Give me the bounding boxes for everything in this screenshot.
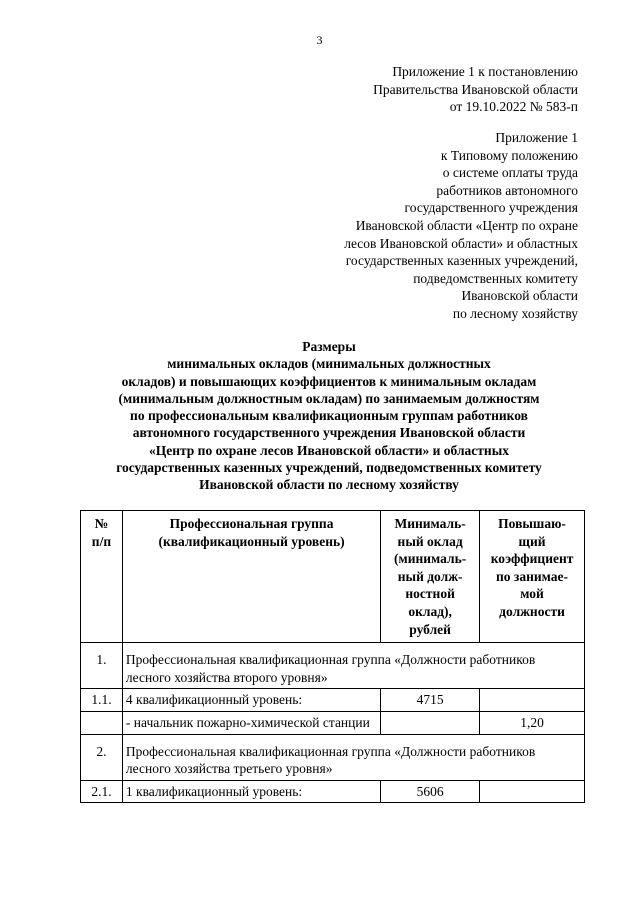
row-num: 2.1. xyxy=(81,780,123,803)
header-coefficient-line: мой xyxy=(520,586,544,602)
title-line: Размеры xyxy=(302,339,356,354)
min-salary-value xyxy=(381,711,480,734)
header-min-salary-line: Минималь- xyxy=(394,516,466,531)
row-num xyxy=(81,711,123,734)
table-row xyxy=(81,734,585,780)
row-num: 1. xyxy=(81,643,123,689)
min-salary-value: 4715 xyxy=(381,689,480,712)
header-min-salary-line: ный оклад xyxy=(397,533,463,549)
title-line: государственных казенных учреждений, подведомственных комитету xyxy=(116,460,542,476)
document-title xyxy=(60,338,598,494)
title-line: окладов) и повышающих коэффициентов к минимальным окладам xyxy=(121,373,537,389)
appendix-reference-line: Приложение 1 xyxy=(495,130,578,145)
title-line: Ивановской области по лесному хозяйству xyxy=(199,477,459,493)
row-num: 2. xyxy=(81,734,123,780)
appendix-reference-line: работников автономного xyxy=(436,182,578,198)
appendix-reference-line: Ивановской области «Центр по охране xyxy=(355,217,578,233)
coefficient-value xyxy=(480,780,585,803)
min-salary-value: 5606 xyxy=(381,780,480,803)
appendix-reference-line: государственного учреждения xyxy=(404,200,578,216)
header-group-line: (квалификационный уровень) xyxy=(158,533,345,549)
salary-table xyxy=(80,510,585,803)
appendix-reference-line: Ивановской области xyxy=(461,288,578,304)
table-row xyxy=(81,689,585,712)
header-coefficient xyxy=(480,511,585,643)
position-name: - начальник пожарно-химической станции xyxy=(122,711,380,734)
group-name: Профессиональная квалификационная группа «Должности работников лесного хозяйства второго уровня» xyxy=(122,643,584,689)
appendix-header-line: от 19.10.2022 № 583-п xyxy=(449,99,578,115)
appendix-header-line: Правительства Ивановской области xyxy=(373,81,578,97)
row-num: 1.1. xyxy=(81,689,123,712)
header-coefficient-line: щий xyxy=(518,533,546,549)
coefficient-value: 1,20 xyxy=(480,711,585,734)
appendix-reference-line: к Типовому положению xyxy=(440,147,578,163)
appendix-reference-line: подведомственных комитету xyxy=(413,270,578,286)
level-name: 1 квалификационный уровень: xyxy=(122,780,380,803)
title-line: автономного государственного учреждения Ивановской области xyxy=(132,425,526,441)
header-min-salary-line: ностной xyxy=(405,586,455,602)
title-line: минимальных окладов (минимальных должностных xyxy=(167,356,491,372)
header-num xyxy=(81,511,123,643)
coefficient-value xyxy=(480,689,585,712)
header-num-line: п/п xyxy=(91,533,112,549)
appendix-reference-line: о системе оплаты труда xyxy=(442,165,578,181)
header-coefficient-line: должности xyxy=(499,603,565,619)
appendix-header-line: Приложение 1 к постановлению xyxy=(392,64,578,79)
table-row xyxy=(81,780,585,803)
header-min-salary xyxy=(381,511,480,643)
header-coefficient-line: Повышаю- xyxy=(498,516,566,531)
header-min-salary-line: оклад), xyxy=(408,603,452,619)
appendix-reference xyxy=(344,129,578,323)
appendix-reference-line: лесов Ивановской области» и областных xyxy=(344,235,578,251)
table-row xyxy=(81,711,585,734)
appendix-header xyxy=(373,63,578,116)
table-row xyxy=(81,643,585,689)
level-name: 4 квалификационный уровень: xyxy=(122,689,380,712)
table-header-row xyxy=(81,511,585,643)
header-min-salary-line: рублей xyxy=(409,621,451,637)
header-min-salary-line: (минималь- xyxy=(394,551,467,567)
title-line: по профессиональным квалификационным группам работников xyxy=(130,408,528,424)
header-group-line: Профессиональная группа xyxy=(169,516,334,531)
header-group xyxy=(122,511,380,643)
header-min-salary-line: ный долж- xyxy=(397,568,463,584)
header-num-line: № xyxy=(94,516,109,531)
title-line: «Центр по охране лесов Ивановской области» и областных xyxy=(148,442,509,458)
page-number: 3 xyxy=(316,33,323,47)
title-line: (минимальным должностным окладам) по занимаемым должностям xyxy=(118,390,540,406)
appendix-reference-line: по лесному хозяйству xyxy=(452,305,578,321)
header-coefficient-line: по занимае- xyxy=(496,568,569,584)
appendix-reference-line: государственных казенных учреждений, xyxy=(345,253,578,269)
group-name: Профессиональная квалификационная группа «Должности работников лесного хозяйства третьего уровня» xyxy=(122,734,584,780)
header-coefficient-line: коэффициент xyxy=(490,551,574,567)
